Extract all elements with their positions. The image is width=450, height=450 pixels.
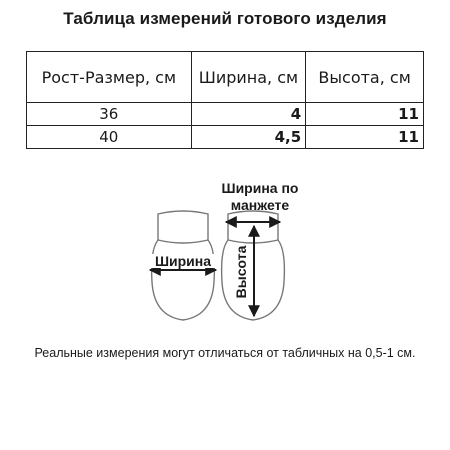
mitten-illustration — [0, 170, 450, 340]
height-label: Высота — [233, 245, 249, 299]
header-width: Ширина, см — [191, 52, 306, 103]
footnote: Реальные измерения могут отличаться от табличных на 0,5-1 см. — [34, 346, 416, 360]
cell-height: 11 — [306, 126, 424, 149]
table-header-row — [27, 52, 424, 103]
table-row — [27, 126, 424, 149]
cell-size: 40 — [27, 126, 192, 149]
table-row — [27, 103, 424, 126]
page-title: Таблица измерений готового изделия — [63, 9, 387, 28]
cuff-width-label-line1: Ширина по — [221, 180, 299, 196]
cell-width: 4,5 — [191, 126, 306, 149]
size-table — [26, 51, 424, 149]
cell-size: 36 — [27, 103, 192, 126]
header-height-size: Рост-Размер, см — [27, 52, 192, 103]
header-length: Высота, см — [306, 52, 424, 103]
width-label: Ширина — [154, 253, 212, 269]
cell-height: 11 — [306, 103, 424, 126]
cell-width: 4 — [191, 103, 306, 126]
cuff-width-label-line2: манжете — [230, 197, 290, 213]
